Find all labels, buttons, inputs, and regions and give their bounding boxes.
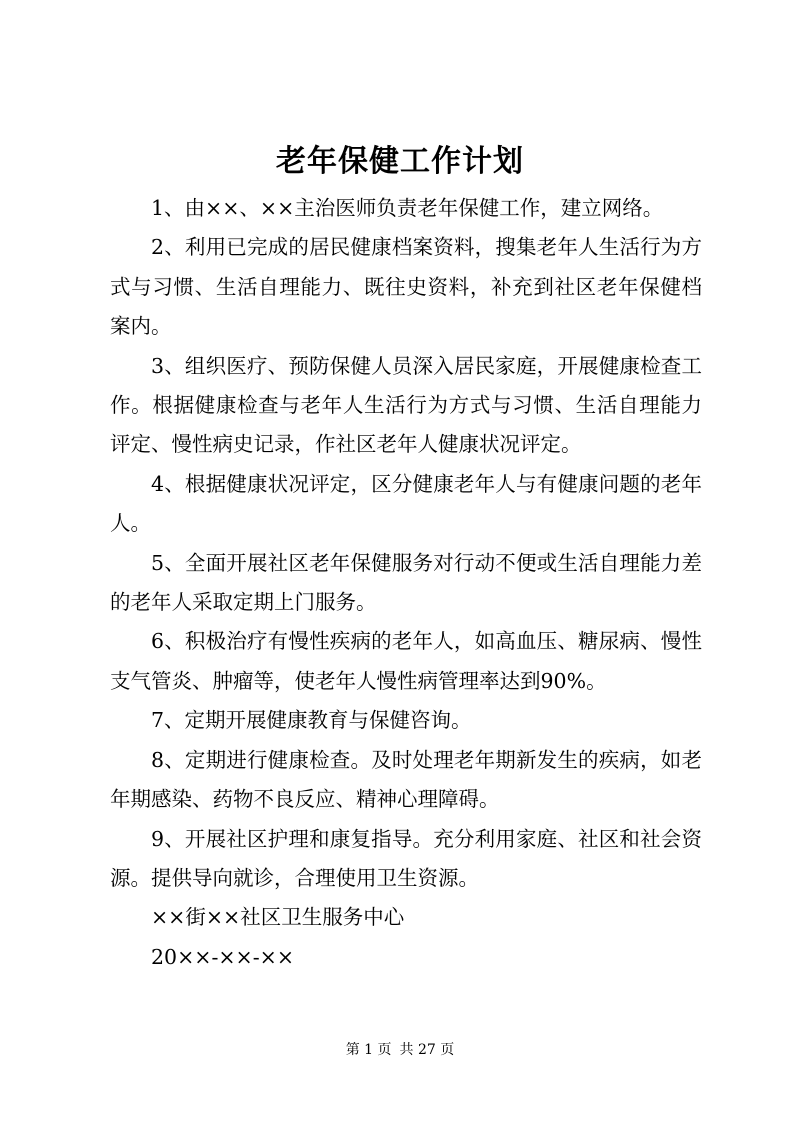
page-number: 第 1 页 [345,1042,392,1058]
document-body [110,189,702,977]
paragraph-4: 4、根据健康状况评定，区分健康老年人与有健康问题的老年人。 [110,471,702,536]
paragraph-1: 1、由××、××主治医师负责老年保健工作，建立网络。 [151,196,664,220]
signature-organization: ××街××社区卫生服务中心 [151,905,405,930]
paragraph-7: 7、定期开展健康教育与保健咨询。 [151,708,472,733]
page-footer [0,1040,800,1060]
paragraph-9: 9、开展社区护理和康复指导。充分利用家庭、社区和社会资源。提供导向就诊，合理使用卫生资源。 [110,826,702,890]
paragraph-2: 2、利用已完成的居民健康档案资料，搜集老年人生活行为方式与习惯、生活自理能力、既往史资料，补充到社区老年保健档案内。 [110,235,702,339]
paragraph-6: 6、积极治疗有慢性疾病的老年人，如高血压、糖尿病、慢性支气管炎、肿瘤等，使老年人慢性病管理率达到90%。 [110,629,702,693]
page-total: 共 27 页 [399,1042,455,1058]
paragraph-8: 8、定期进行健康检查。及时处理老年期新发生的疾病，如老年期感染、药物不良反应、精神心理障碍。 [110,747,702,812]
signature-date: 20××-××-×× [151,944,294,969]
paragraph-5: 5、全面开展社区老年保健服务对行动不便或生活自理能力差的老年人采取定期上门服务。 [110,550,702,615]
document-title: 老年保健工作计划 [276,144,524,179]
paragraph-3: 3、组织医疗、预防保健人员深入居民家庭，开展健康检查工作。根据健康检查与老年人生活行为方式与习惯、生活自理能力评定、慢性病史记录，作社区老年人健康状况评定。 [110,353,702,457]
